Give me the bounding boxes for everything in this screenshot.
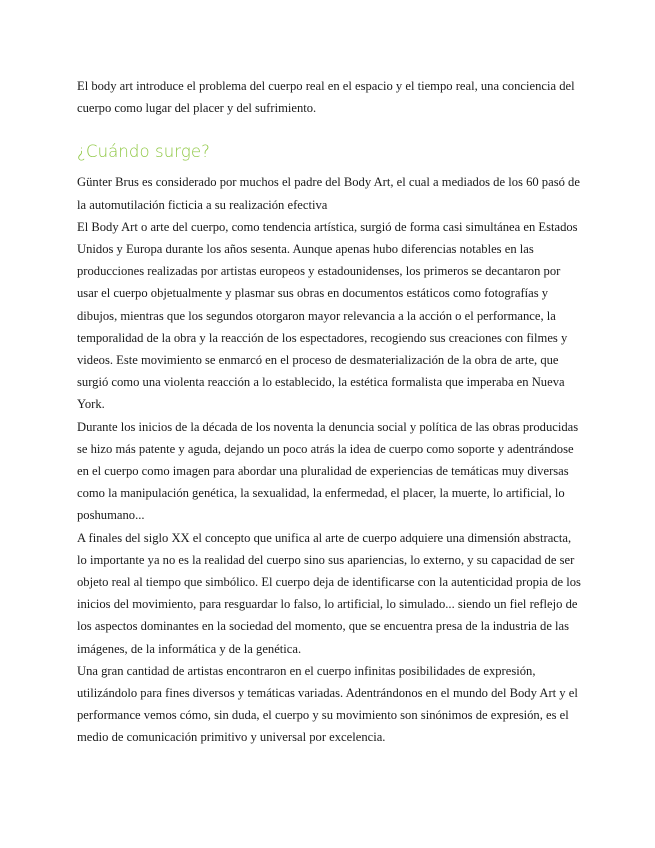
section-heading: ¿Cuándo surge? [77,142,210,162]
paragraph-expression: Una gran cantidad de artistas encontraron en el cuerpo infinitas posibilidades de expresión, utilizándolo para fines diversos y temáticas variadas. Adentrándonos en el mundo del Body Art y el performance vemos cómo, sin duda, el cuerpo y su movimiento son sinónimos de expresión, es el medio de comunicación primitivo y universal por excelencia. [77,663,578,745]
paragraph-late-20th-century: A finales del siglo XX el concepto que unifica al arte de cuerpo adquiere una dimensión abstracta, lo importante ya no es la realidad del cuerpo sino sus apariencias, lo externo, y su capacidad de ser objeto real al tiempo que simbólico. El cuerpo deja de identificarse con la autenticidad propia de los inicios del movimiento, para resguardar lo falso, lo artificial, lo simulado... siendo un fiel reflejo de los aspectos dominantes en la sociedad del momento, que se encuentra presa de la industria de las imágenes, de la informática y de la genética. [77,530,581,656]
paragraph-brus: Günter Brus es considerado por muchos el padre del Body Art, el cual a mediados de los 60 pasó de la automutilación ficticia a su realización efectiva [77,175,580,212]
document-body [77,75,583,749]
paragraph-nineties: Durante los inicios de la década de los noventa la denuncia social y política de las obras producidas se hizo más patente y aguda, dejando un poco atrás la idea de cuerpo como soporte y adentrándose en el cuerpo como imagen para abordar una pluralidad de experiencias de temáticas muy diversas como la manipulación genética, la sexualidad, la enfermedad, el placer, la muerte, lo artificial, lo poshumano... [77,419,579,523]
intro-paragraph: El body art introduce el problema del cuerpo real en el espacio y el tiempo real, una conciencia del cuerpo como lugar del placer y del sufrimiento. [77,79,575,116]
paragraph-origins: El Body Art o arte del cuerpo, como tendencia artística, surgió de forma casi simultánea en Estados Unidos y Europa durante los años sesenta. Aunque apenas hubo diferencias notables en las producciones realizadas por artistas europeos y estadounidenses, los primeros se decantaron por usar el cuerpo objetualmente y plasmar sus obras en documentos estáticos como fotografías y dibujos, mientras que los segundos otorgaron mayor relevancia a la acción o el performance, la temporalidad de la obra y la reacción de los espectadores, recogiendo sus creaciones con filmes y videos. Este movimiento se enmarcó en el proceso de desmaterialización de la obra de arte, que surgió como una violenta reacción a lo establecido, la estética formalista que imperaba en Nueva York. [77,219,578,412]
